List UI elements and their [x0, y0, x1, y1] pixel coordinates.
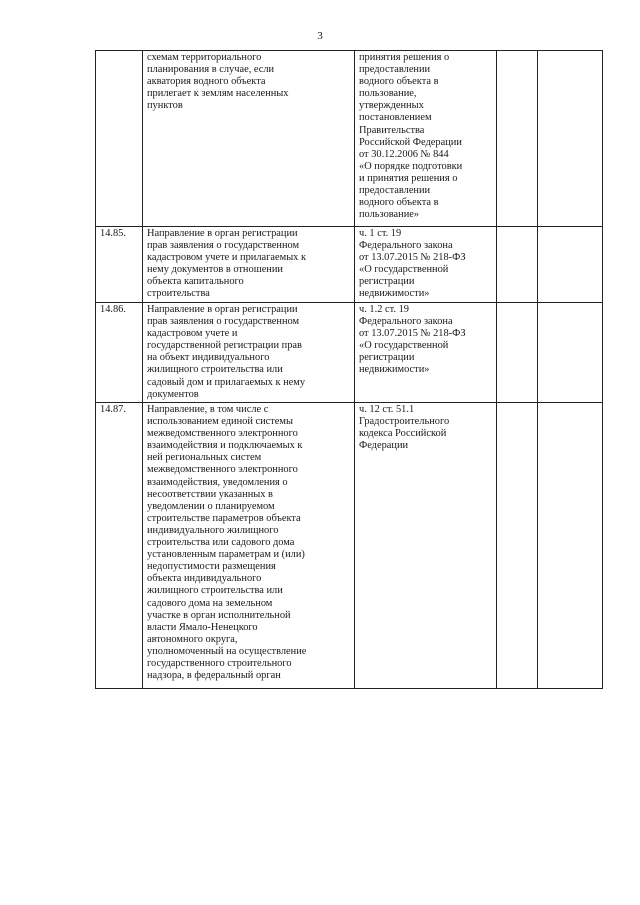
row-number: 14.86. [96, 303, 143, 403]
row-number: 14.87. [96, 403, 143, 689]
row-legal-basis: ч. 1.2 ст. 19 Федерального закона от 13.07.2015 № 218-ФЗ «О государственной регистрации недвижимости» [355, 303, 497, 403]
document-table [95, 50, 603, 689]
table-row [96, 227, 603, 303]
row-description: Направление в орган регистрации прав заявления о государственном кадастровом учете и прилагаемых к нему документов в отношении объекта капитального строительства [143, 227, 355, 303]
row-description: Направление, в том числе с использованием единой системы межведомственного электронного взаимодействия и подключаемых к ней региональных систем межведомственного электронного взаимодействия, уведомления о несоответствии указанных в уведомлении о планируемом строительстве параметров объекта индивидуального жилищного строительства или садового дома установленным параметрам и (или) недопустимости размещения объекта индивидуального жилищного строительства или садового дома на земельном участке в орган исполнительной власти Ямало-Ненецкого автономного округа, уполномоченный на осуществление государственного строительного надзора, в федеральный орган [143, 403, 355, 689]
row-legal-basis: принятия решения о предоставлении водного объекта в пользование, утвержденных постановлением Правительства Российской Федерации от 30.12.2006 № 844 «О порядке подготовки и принятия решения о предоставлении водного объекта в пользование» [355, 51, 497, 227]
row-description: схемам территориального планирования в случае, если акватория водного объекта прилегает к землям населенных пунктов [143, 51, 355, 227]
table-row [96, 303, 603, 403]
row-empty-cell [538, 227, 603, 303]
row-number [96, 51, 143, 227]
table-row [96, 51, 603, 227]
row-empty-cell [497, 227, 538, 303]
row-legal-basis: ч. 12 ст. 51.1 Градостроительного кодекса Российской Федерации [355, 403, 497, 689]
row-description: Направление в орган регистрации прав заявления о государственном кадастровом учете и государственной регистрации прав на объект индивидуального жилищного строительства или садовый дом и прилагаемых к нему документов [143, 303, 355, 403]
row-empty-cell [497, 51, 538, 227]
row-empty-cell [538, 303, 603, 403]
page-number: 3 [317, 30, 323, 42]
row-empty-cell [497, 303, 538, 403]
table-row [96, 403, 603, 689]
row-number: 14.85. [96, 227, 143, 303]
row-legal-basis: ч. 1 ст. 19 Федерального закона от 13.07.2015 № 218-ФЗ «О государственной регистрации недвижимости» [355, 227, 497, 303]
row-empty-cell [497, 403, 538, 689]
row-empty-cell [538, 403, 603, 689]
row-empty-cell [538, 51, 603, 227]
